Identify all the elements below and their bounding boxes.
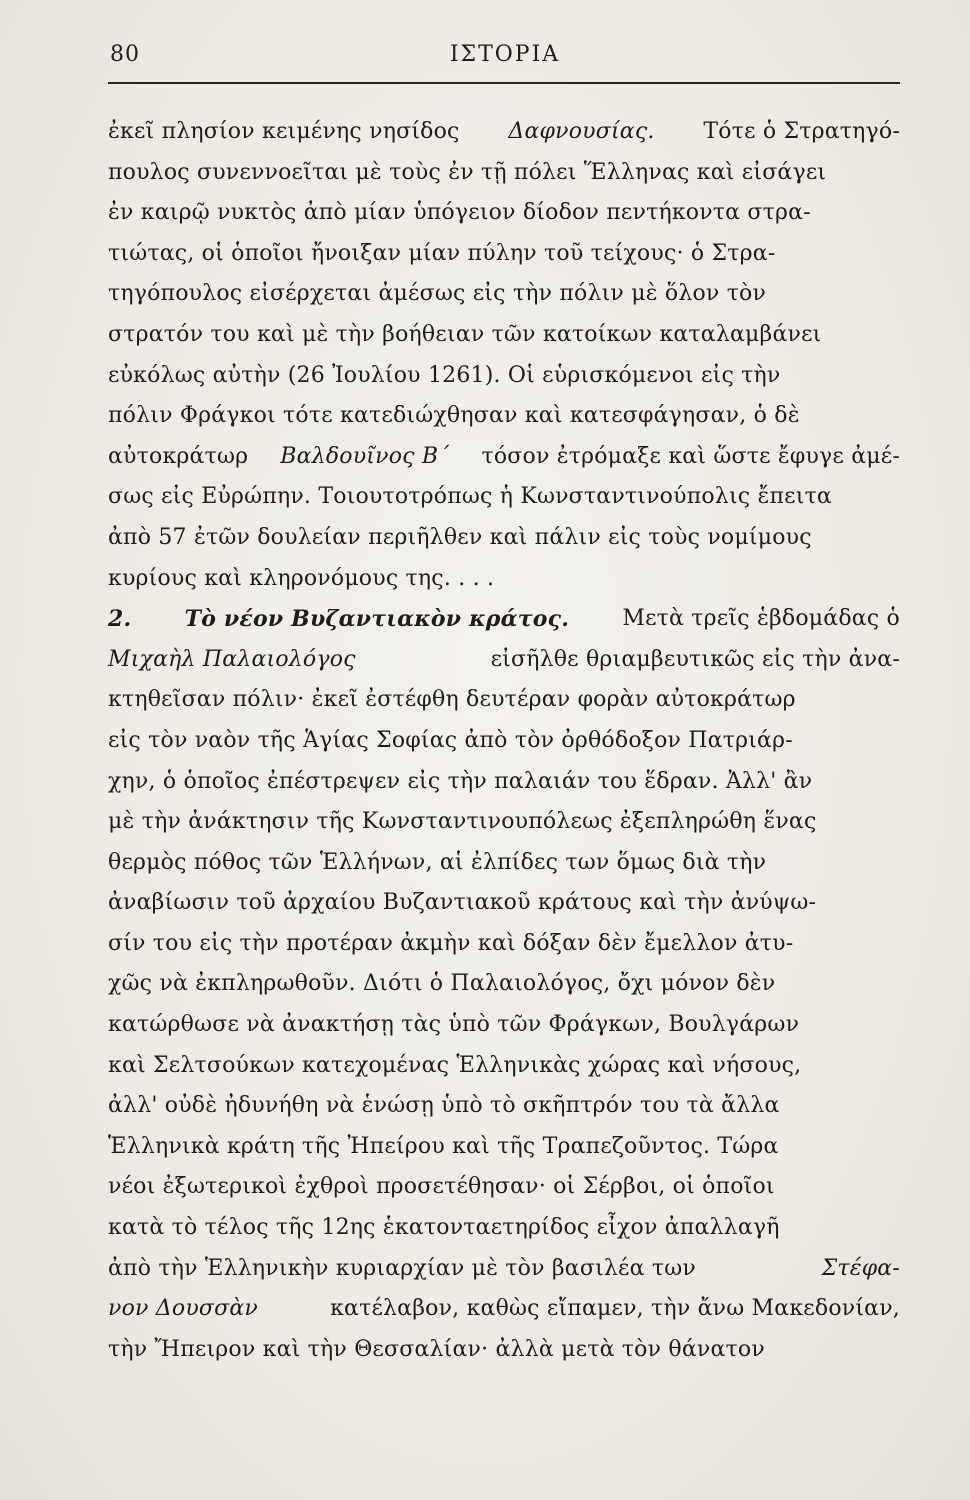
text-span: μὲ τὴν ἀνάκτησιν τῆς Κωνσταντινουπόλεως ἐξεπληρώθη ἕνας [108,809,817,835]
text-span: τὴν Ἤπειρον καὶ τὴν Θεσσαλίαν· ἀλλὰ μετὰ τὸν θάνατον [108,1336,765,1362]
section-title: Τὸ νέον Βυζαντιακὸν κράτος. [184,606,570,633]
text-span: σίν του εἰς τὴν προτέραν ἀκμὴν καὶ δόξαν δὲν ἔμελλον ἀτυ- [108,930,794,956]
text-span: ἀλλ' οὐδὲ ἠδυνήθη νὰ ἑνώσῃ ὑπὸ τὸ σκῆπτρόν του τὰ ἄλλα [108,1093,780,1119]
section-heading-line [108,599,900,640]
place-name: Δαφνουσίας. [508,119,655,144]
text-line [108,1005,900,1046]
text-span: πουλος συνεννοεῖται μὲ τοὺς ἐν τῇ πόλει Ἕλληνας καὶ εἰσάγει [108,159,827,185]
text-span: κατέλαβον, καθὼς εἴπαμεν, τὴν ἄνω Μακεδονίαν, [330,1296,900,1322]
text-line [108,1208,900,1249]
text-span: στρατόν του καὶ μὲ τὴν βοήθειαν τῶν κατοίκων καταλαμβάνει [108,321,822,347]
text-line [108,518,900,559]
text-span: νέοι ἐξωτερικοὶ ἐχθροὶ προσετέθησαν· οἱ Σέρβοι, οἱ ὁποῖοι [108,1174,775,1200]
text-span: χῶς νὰ ἐκπληρωθοῦν. Διότι ὁ Παλαιολόγος, ὄχι μόνον δὲν [108,971,776,997]
text-line [108,640,900,681]
text-line [108,883,900,924]
text-span: καὶ Σελτσούκων κατεχομένας Ἑλληνικὰς χώρας καὶ νήσους, [108,1052,802,1078]
text-span: χην, ὁ ὁποῖος ἐπέστρεψεν εἰς τὴν παλαιάν του ἕδραν. Ἀλλ' ἂν [108,768,813,794]
running-title: ΙΣΤΟΡΙΑ [449,42,561,67]
section-number: 2. [108,606,132,633]
text-span: εἰς τὸν ναὸν τῆς Ἁγίας Σοφίας ἀπὸ τὸν ὀρθόδοξον Πατριάρ- [108,727,793,753]
text-line [108,153,900,194]
text-line [108,964,900,1005]
text-span: Ἑλληνικὰ κράτη τῆς Ἠπείρου καὶ τῆς Τραπεζοῦντος. Τώρα [108,1133,779,1159]
text-span: ἐν καιρῷ νυκτὸς ἀπὸ μίαν ὑπόγειον δίοδον πεντήκοντα στρα- [108,200,811,226]
text-line [108,559,900,600]
text-span: κατώρθωσε νὰ ἀνακτήσῃ τὰς ὑπὸ τῶν Φράγκων, Βουλγάρων [108,1012,800,1038]
text-line [108,1167,900,1208]
text-line [108,356,900,397]
text-span: Τότε ὁ Στρατηγό- [703,119,900,144]
text-span: Μετὰ τρεῖς ἑβδομάδας ὁ [622,606,900,632]
text-line [108,1249,900,1290]
person-name: Βαλδουῖνος Β΄ [280,443,450,469]
text-span: θερμὸς πόθος τῶν Ἑλλήνων, αἱ ἐλπίδες των ὅμως διὰ τὴν [108,849,767,875]
text-line [108,315,900,356]
text-line [108,802,900,843]
body-text [108,112,900,1370]
header-rule [108,82,900,84]
text-span: ἐκεῖ πλησίον κειμένης νησίδος [108,119,460,144]
text-span: κτηθεῖσαν πόλιν· ἐκεῖ ἐστέφθη δευτέραν φορὰν αὐτοκράτωρ [108,687,796,713]
text-line [108,1330,900,1371]
text-line [108,1086,900,1127]
person-name: νον Δουσσὰν [108,1296,258,1322]
text-span: πόλιν Φράγκοι τότε κατεδιώχθησαν καὶ κατεσφάγησαν, ὁ δὲ [108,403,800,429]
text-span: ἀναβίωσιν τοῦ ἀρχαίου Βυζαντιακοῦ κράτους καὶ τὴν ἀνύψω- [108,890,817,916]
page-number: 80 [110,42,140,67]
text-line [108,437,900,478]
text-line [108,680,900,721]
text-line [108,234,900,275]
text-span: κυρίους καὶ κληρονόμους της. . . . [108,565,495,591]
text-line [108,843,900,884]
text-line [108,112,900,153]
text-line [108,1127,900,1168]
text-span: εὐκόλως αὐτὴν (26 Ἰουλίου 1261). Οἱ εὑρισκόμενοι εἰς τὴν [108,362,781,388]
text-span: τόσον ἐτρόμαξε καὶ ὥστε ἔφυγε ἀμέ- [481,443,900,469]
text-span: κατὰ τὸ τέλος τῆς 12ης ἑκατονταετηρίδος εἶχον ἀπαλλαγῆ [108,1215,780,1241]
text-line [108,721,900,762]
person-name: Μιχαὴλ Παλαιολόγος [108,646,356,672]
text-line [108,193,900,234]
text-span: αὐτοκράτωρ [108,443,249,469]
text-line [108,274,900,315]
text-span: τηγόπουλος εἰσέρχεται ἀμέσως εἰς τὴν πόλιν μὲ ὅλον τὸν [108,281,767,307]
text-span: ἀπὸ τὴν Ἑλληνικὴν κυριαρχίαν μὲ τὸν βασιλέα των [108,1255,696,1281]
text-line [108,396,900,437]
text-span: σως εἰς Εὐρώπην. Τοιουτοτρόπως ἡ Κωνσταντινούπολις ἔπειτα [108,484,832,510]
person-name: Στέφα- [821,1255,900,1281]
page-header [110,38,900,78]
text-line [108,924,900,965]
text-line [108,1046,900,1087]
text-span: εἰσῆλθε θριαμβευτικῶς εἰς τὴν ἀνα- [490,646,900,672]
text-line [108,477,900,518]
text-line [108,1289,900,1330]
text-line [108,762,900,803]
text-span: τιώτας, οἱ ὁποῖοι ἤνοιξαν μίαν πύλην τοῦ τείχους· ὁ Στρα- [108,240,776,266]
text-span: ἀπὸ 57 ἐτῶν δουλείαν περιῆλθεν καὶ πάλιν εἰς τοὺς νομίμους [108,524,812,550]
